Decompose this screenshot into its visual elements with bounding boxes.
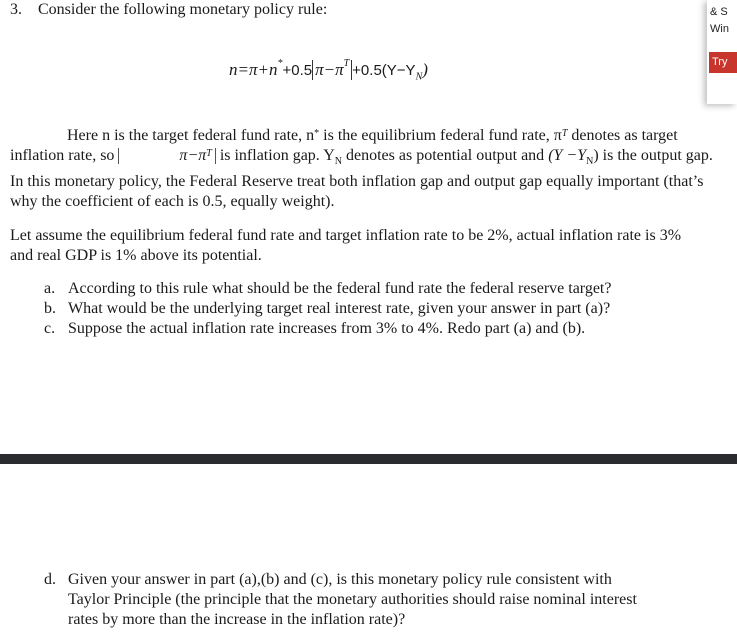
formula-close: ) (422, 60, 428, 79)
assumptions-text: Let assume the equilibrium federal fund rate and target inflation rate to be 2%, actual inflation rate is 3% and real GDP is 1% above its potential. (10, 227, 682, 264)
list-text: According to this rule what should be the federal fund rate the federal reserve target? (68, 280, 612, 297)
list-item-cont (44, 610, 637, 630)
p1-text-3: denotes as target inflation rate, so (10, 127, 678, 164)
list-text: Suppose the actual inflation rate increases from 3% to 4%. Redo part (a) and (b). (68, 320, 586, 337)
p1-sub-n: N (334, 156, 342, 168)
p1-text-1: Here n is the target federal fund rate, n (67, 127, 315, 144)
list-marker: b. (44, 300, 56, 317)
list-marker: d. (44, 571, 56, 588)
list-item (44, 570, 637, 590)
section-divider (0, 454, 737, 464)
p1-text-6: is the output gap. In this monetary policy, the Federal Reserve treat both inflation gap and output gap equally important (that’s why the coefficient of each is 0.5, equally weight). (10, 147, 713, 211)
p1-inflation-gap (118, 148, 215, 164)
formula-sub-n: N (415, 71, 423, 83)
formula-inflation-gap (312, 60, 352, 80)
formula-gap-sup: T (343, 58, 350, 69)
p1-out-close: ) (593, 147, 599, 164)
formula-lhs: n=π+n (229, 60, 278, 79)
sub-question-d (44, 570, 637, 630)
p1-text-5: denotes as potential output and (342, 147, 549, 164)
assumptions-paragraph (10, 226, 700, 266)
list-item (44, 299, 611, 319)
p1-text-2: is the equilibrium federal fund rate, π (319, 127, 562, 144)
side-popup-panel (707, 0, 737, 104)
p1-output-gap: (Y −Y (548, 147, 587, 164)
list-item-cont (44, 590, 637, 610)
p1-text-4: is inflation gap. Y (215, 147, 335, 164)
list-text: Given your answer in part (a),(b) and (c), is this monetary policy rule consistent with (68, 571, 612, 588)
formula-star: * (277, 58, 283, 69)
definitions-paragraph (10, 126, 715, 212)
side-popup-text-1: & S (710, 6, 728, 18)
question-title: Consider the following monetary policy rule: (38, 1, 328, 18)
question-number: 3. (10, 1, 22, 18)
list-text: What would be the underlying target real interest rate, given your answer in part (a)? (68, 300, 611, 317)
p1-sup-t: T (561, 128, 568, 139)
formula-gap-text: π−π (315, 60, 344, 79)
formula-coef-1: +0.5 (282, 62, 313, 79)
question-heading (10, 1, 327, 19)
list-text: rates by more than the increase in the inflation rate)? (68, 611, 406, 628)
p1-gap-text: π−π (179, 147, 207, 164)
sub-question-list (44, 279, 611, 339)
p1-star: * (314, 128, 320, 139)
list-item (44, 319, 611, 339)
try-button[interactable]: Try (709, 52, 737, 73)
policy-rule-formula (229, 60, 428, 82)
list-marker: a. (44, 280, 56, 297)
side-popup-text-2: Win (710, 23, 729, 35)
p1-gap-sup: T (206, 148, 212, 159)
list-marker: c. (44, 320, 56, 337)
formula-coef-2: +0.5(Y−Y (352, 62, 416, 79)
list-text: Taylor Principle (the principle that the monetary authorities should raise nominal interest (68, 591, 637, 608)
p1-out-sub: N (586, 156, 594, 168)
list-item (44, 279, 611, 299)
